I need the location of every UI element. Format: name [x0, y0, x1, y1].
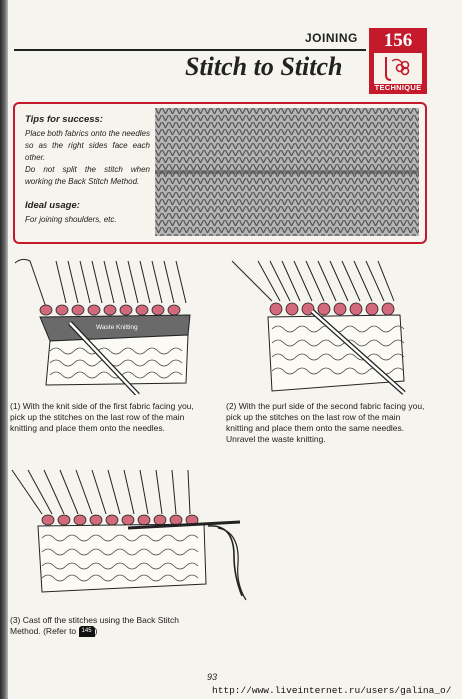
figure-2-illustration: [228, 255, 428, 395]
header-rule: [14, 49, 366, 51]
reference-technique-icon[interactable]: 145: [79, 626, 95, 637]
reference-suffix: ): [94, 626, 98, 636]
badge-illustration: [374, 53, 422, 84]
technique-badge: [369, 28, 427, 94]
book-spine: [0, 0, 8, 699]
section-label: JOINING: [305, 31, 358, 45]
figure-1-caption: (1) With the knit side of the first fabric facing you, pick up the stitches on the last row of the main knitting and place them onto the needles.: [10, 401, 194, 433]
knit-swatch-photo: [155, 108, 419, 236]
technique-number: 156: [383, 30, 413, 51]
source-url[interactable]: http://www.liveinternet.ru/users/galina_o/: [212, 685, 452, 696]
tip-text: Place both fabrics onto the needles so as the right sides face each other.: [25, 129, 150, 162]
figure-3-caption: [10, 615, 210, 637]
waste-knitting-label: Waste Knitting: [96, 324, 138, 331]
figure-3-caption-text: (3) Cast off the stitches using the Back Stitch Method.: [10, 615, 179, 636]
technique-label: TECHNIQUE: [374, 83, 422, 92]
reference-prefix: (Refer to: [43, 626, 77, 636]
page-title: Stitch to Stitch: [185, 52, 343, 81]
tips-box: [13, 102, 427, 244]
tips-heading: Tips for success:: [25, 114, 103, 125]
tip-text: Do not split the stitch when working the Back Stitch Method.: [25, 165, 150, 186]
usage-heading: Ideal usage:: [25, 200, 80, 211]
figure-3-illustration: [8, 466, 248, 612]
needle-yarn-icon: [374, 53, 422, 84]
figure-1-illustration: [10, 255, 210, 395]
usage-text: For joining shoulders, etc.: [25, 215, 117, 224]
figure-2-caption: (2) With the purl side of the second fabric facing you, pick up the stitches on the last row of the main knitting and place them onto the same needles. Unravel the waste knitting.: [226, 401, 425, 444]
page-number: 93: [207, 672, 218, 682]
